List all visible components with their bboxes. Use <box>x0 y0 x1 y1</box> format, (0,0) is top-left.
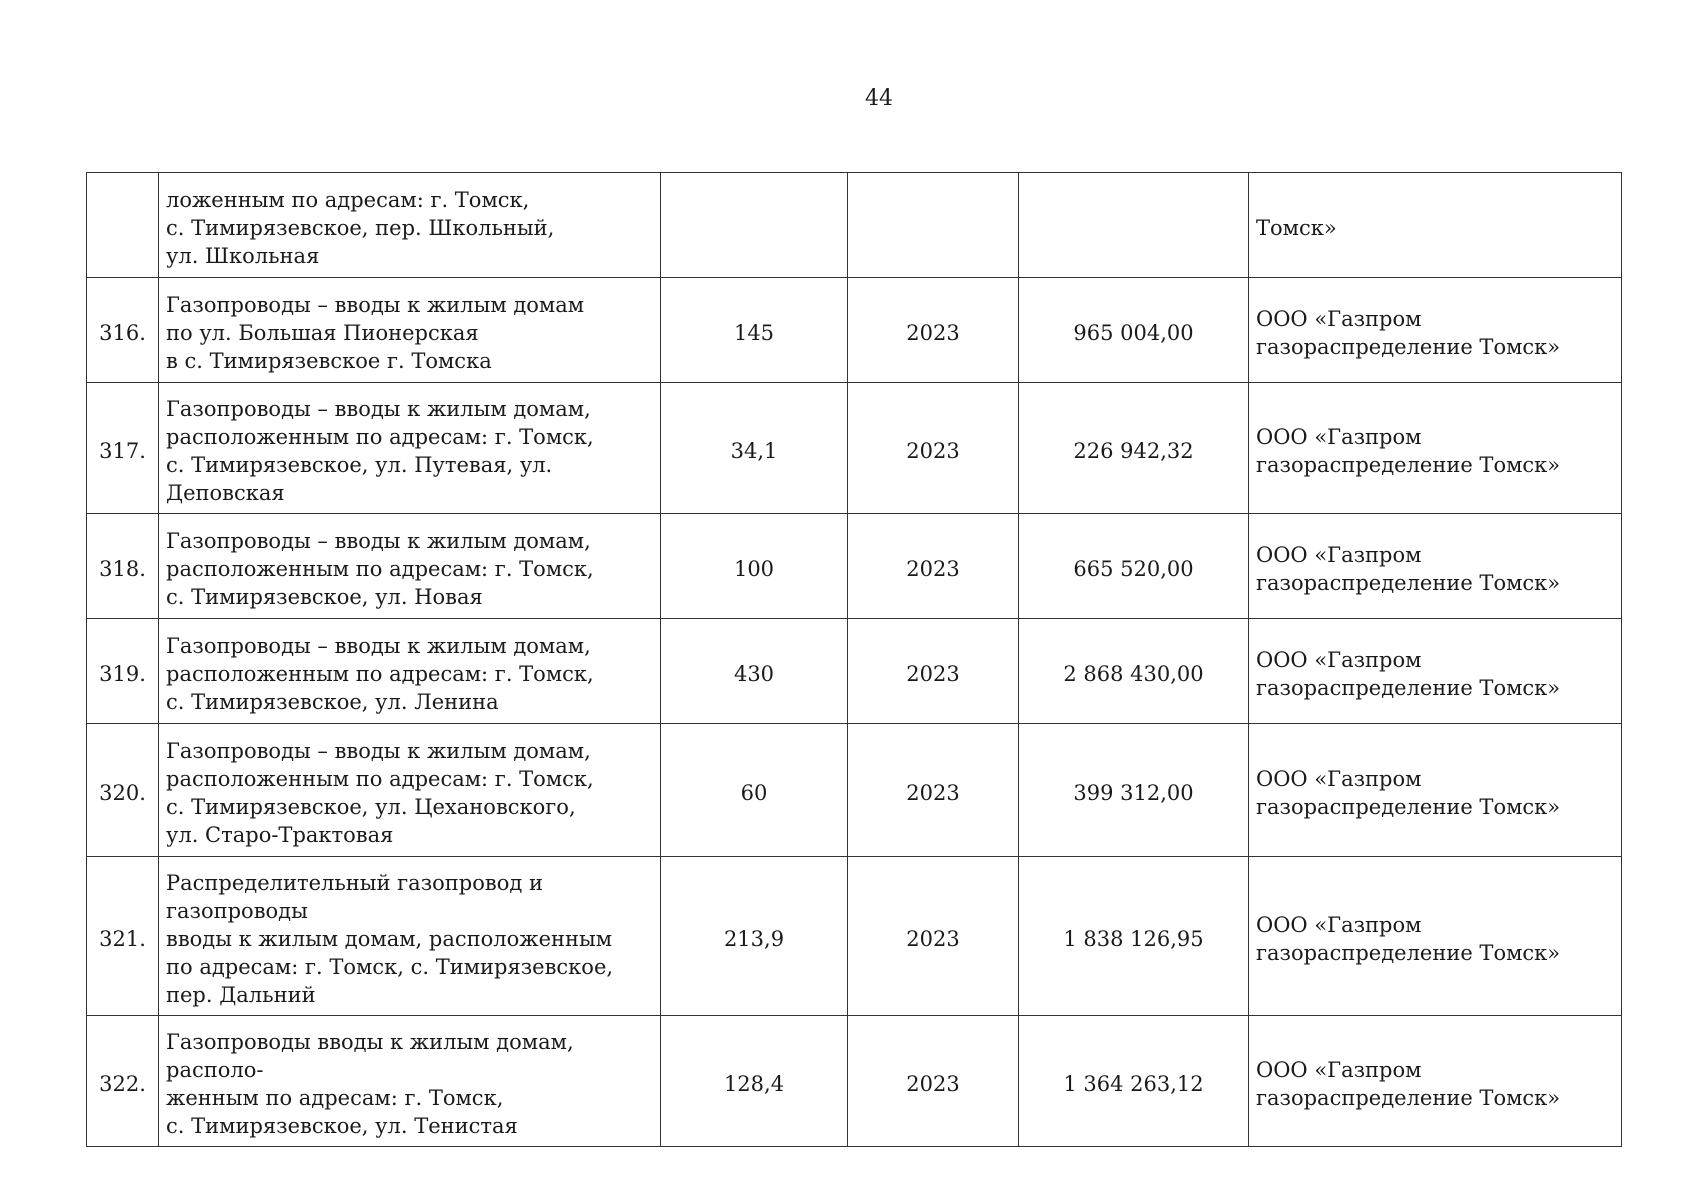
cell-num <box>87 173 159 278</box>
cell-cost: 1 364 263,12 <box>1019 1016 1249 1147</box>
cell-year: 2023 <box>848 857 1019 1016</box>
cell-length: 430 <box>661 619 848 724</box>
cell-description: Газопроводы – вводы к жилым домам, расположенным по адресам: г. Томск, с. Тимирязевское, ул. Ленина <box>159 619 661 724</box>
page-number: 44 <box>865 86 893 111</box>
table-row <box>87 724 1622 857</box>
cell-num: 316. <box>87 278 159 383</box>
cell-cost: 965 004,00 <box>1019 278 1249 383</box>
cell-length <box>661 173 848 278</box>
cell-cost: 665 520,00 <box>1019 514 1249 619</box>
cell-year: 2023 <box>848 619 1019 724</box>
cell-num: 321. <box>87 857 159 1016</box>
cell-num: 320. <box>87 724 159 857</box>
cell-description: Газопроводы – вводы к жилым домам по ул. Большая Пионерская в с. Тимирязевское г. Томска <box>159 278 661 383</box>
cell-description: Газопроводы – вводы к жилым домам, расположенным по адресам: г. Томск, с. Тимирязевское, ул. Путевая, ул. Деповская <box>159 383 661 514</box>
cell-cost: 399 312,00 <box>1019 724 1249 857</box>
cell-organization: ООО «Газпром газораспределение Томск» <box>1249 514 1622 619</box>
cell-num: 322. <box>87 1016 159 1147</box>
table-row <box>87 1016 1622 1147</box>
cell-year: 2023 <box>848 1016 1019 1147</box>
table-row-continuation <box>87 173 1622 278</box>
cell-cost: 2 868 430,00 <box>1019 619 1249 724</box>
cell-organization: ООО «Газпром газораспределение Томск» <box>1249 278 1622 383</box>
cell-length: 100 <box>661 514 848 619</box>
cell-organization: ООО «Газпром газораспределение Томск» <box>1249 724 1622 857</box>
cell-length: 34,1 <box>661 383 848 514</box>
cell-cost: 1 838 126,95 <box>1019 857 1249 1016</box>
table-row <box>87 514 1622 619</box>
cell-length: 128,4 <box>661 1016 848 1147</box>
cell-description: Газопроводы вводы к жилым домам, располо- женным по адресам: г. Томск, с. Тимирязевское, ул. Тенистая <box>159 1016 661 1147</box>
cell-description: Газопроводы – вводы к жилым домам, расположенным по адресам: г. Томск, с. Тимирязевское, ул. Цехановского, ул. Старо-Трактовая <box>159 724 661 857</box>
table-row <box>87 857 1622 1016</box>
cell-num: 318. <box>87 514 159 619</box>
cell-year: 2023 <box>848 383 1019 514</box>
cell-num: 319. <box>87 619 159 724</box>
cell-description: Газопроводы – вводы к жилым домам, расположенным по адресам: г. Томск, с. Тимирязевское, ул. Новая <box>159 514 661 619</box>
cell-length: 213,9 <box>661 857 848 1016</box>
cell-cost <box>1019 173 1249 278</box>
cell-organization: ООО «Газпром газораспределение Томск» <box>1249 383 1622 514</box>
cell-length: 60 <box>661 724 848 857</box>
cell-year <box>848 173 1019 278</box>
table-row <box>87 383 1622 514</box>
cell-length: 145 <box>661 278 848 383</box>
cell-year: 2023 <box>848 278 1019 383</box>
table-row <box>87 619 1622 724</box>
cell-num: 317. <box>87 383 159 514</box>
cell-description: ложенным по адресам: г. Томск, с. Тимирязевское, пер. Школьный, ул. Школьная <box>159 173 661 278</box>
cell-organization: ООО «Газпром газораспределение Томск» <box>1249 857 1622 1016</box>
cell-organization: ООО «Газпром газораспределение Томск» <box>1249 619 1622 724</box>
table-row <box>87 278 1622 383</box>
cell-organization: ООО «Газпром газораспределение Томск» <box>1249 1016 1622 1147</box>
cell-organization: Томск» <box>1249 173 1622 278</box>
cell-year: 2023 <box>848 724 1019 857</box>
cell-year: 2023 <box>848 514 1019 619</box>
gas-pipeline-table <box>86 172 1622 1147</box>
cell-cost: 226 942,32 <box>1019 383 1249 514</box>
cell-description: Распределительный газопровод и газопроводы вводы к жилым домам, расположенным по адресам: г. Томск, с. Тимирязевское, пер. Дальний <box>159 857 661 1016</box>
